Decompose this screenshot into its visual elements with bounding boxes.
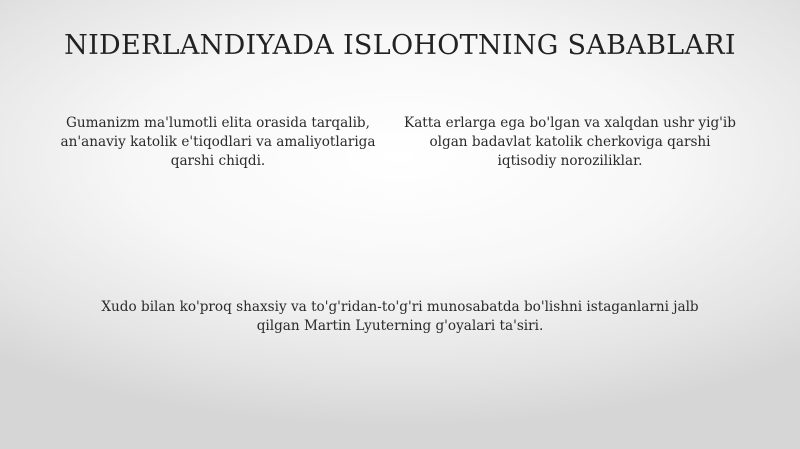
left-cause-text: Gumanizm ma'lumotli elita orasida tarqalib, an'anaviy katolik e'tiqodlari va amaliyotlariga qarshi chiqdi. xyxy=(60,115,376,169)
bottom-cause-text: Xudo bilan ko'proq shaxsiy va to'g'ridan-to'g'ri munosabatda bo'lishni istaganlarni jalb qilgan Martin Lyuterning g'oyalari ta'siri. xyxy=(101,299,699,334)
slide-title: NIDERLANDIYADA ISLOHOTNING SABABLARI xyxy=(64,30,736,61)
right-cause-text: Katta erlarga ega bo'lgan va xalqdan ushr yig'ib olgan badavlat katolik cherkoviga qarshi iqtisodiy noroziliklar. xyxy=(404,115,736,169)
